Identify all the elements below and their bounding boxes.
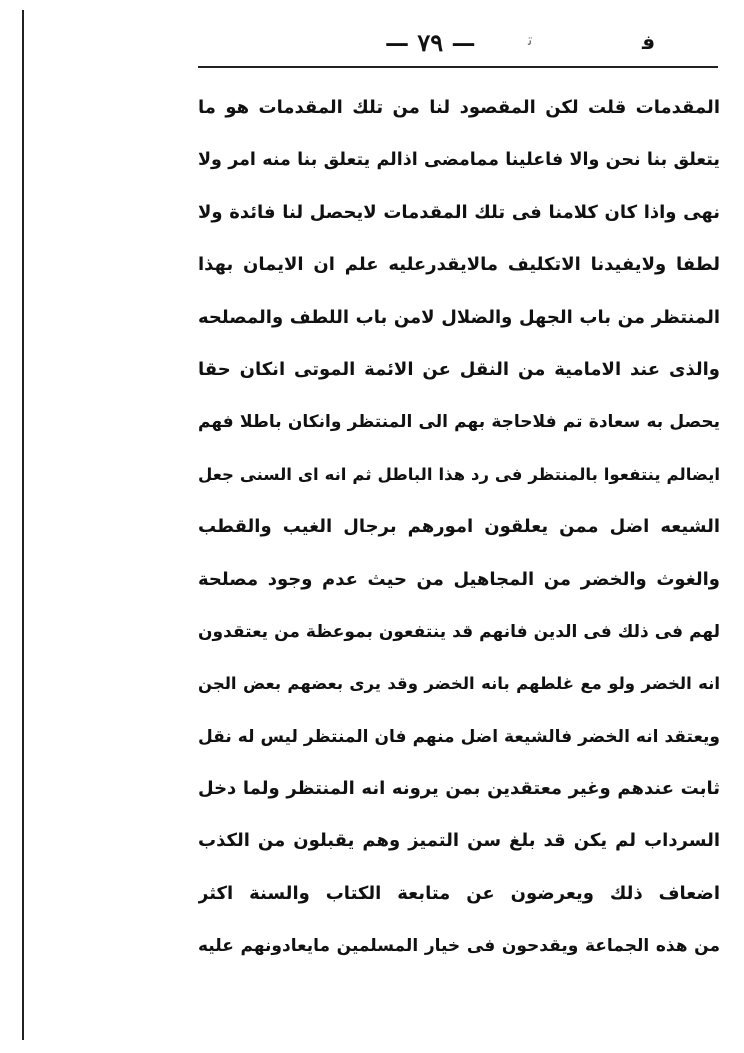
text-line: نهى واذا كان كلامنا فى تلك المقدمات لايحصل لنا فائدة ولا — [198, 201, 720, 223]
text-line: من هذه الجماعة ويقدحون فى خيار المسلمين مايعادونهم عليه — [198, 936, 720, 957]
header-rule — [198, 66, 718, 68]
page-header — [190, 28, 720, 62]
text-line: لهم فى ذلك فى الدين فانهم قد ينتفعون بموعظة من يعتقدون — [198, 621, 720, 642]
text-line: ايضالم ينتفعوا بالمنتظر فى رد هذا الباطل ثم انه اى السنى جعل — [198, 464, 720, 484]
text-line: السرداب لم يكن قد بلغ سن التميز وهم يقبلون من الكذب — [198, 830, 720, 852]
text-line: والذى عند الامامية من النقل عن الائمة الموتى انكان حقا — [198, 358, 720, 380]
page-number: — ٧٩ — — [385, 28, 476, 57]
left-margin-rule — [22, 10, 24, 1040]
text-line: ويعتقد انه الخضر فالشيعة اضل منهم فان المنتظر ليس له نقل — [198, 726, 720, 747]
text-line: انه الخضر ولو مع غلطهم بانه الخضر وقد يرى بعضهم بعض الجن — [198, 674, 720, 694]
header-mark: ﺗ — [528, 30, 533, 49]
text-line: لطفا ولايفيدنا الاتكليف مالايقدرعليه علم ان الايمان بهذا — [198, 254, 720, 276]
text-line: اضعاف ذلك ويعرضون عن متابعة الكتاب والسنة اكثر — [198, 882, 720, 904]
text-line: والغوث والخضر من المجاهيل من حيث عدم وجود مصلحة — [198, 568, 720, 590]
body-text — [198, 82, 720, 973]
text-line: المنتظر من باب الجهل والضلال لامن باب اللطف والمصلحه — [198, 306, 720, 328]
text-line: ثابت عندهم وغير معتقدين بمن يرونه انه المنتظر ولما دخل — [198, 778, 720, 800]
text-line: يتعلق بنا نحن والا فاعلينا ممامضى اذالم يتعلق بنا منه امر ولا — [198, 150, 720, 171]
header-catchword: ﻓ — [642, 30, 656, 54]
text-line: الشيعه اضل ممن يعلقون امورهم برجال الغيب والقطب — [198, 516, 720, 538]
text-line: المقدمات قلت لكن المقصود لنا من تلك المقدمات هو ما — [198, 97, 720, 118]
text-line: يحصل به سعادة تم فلاحاجة بهم الى المنتظر وانكان باطلا فهم — [198, 412, 720, 433]
